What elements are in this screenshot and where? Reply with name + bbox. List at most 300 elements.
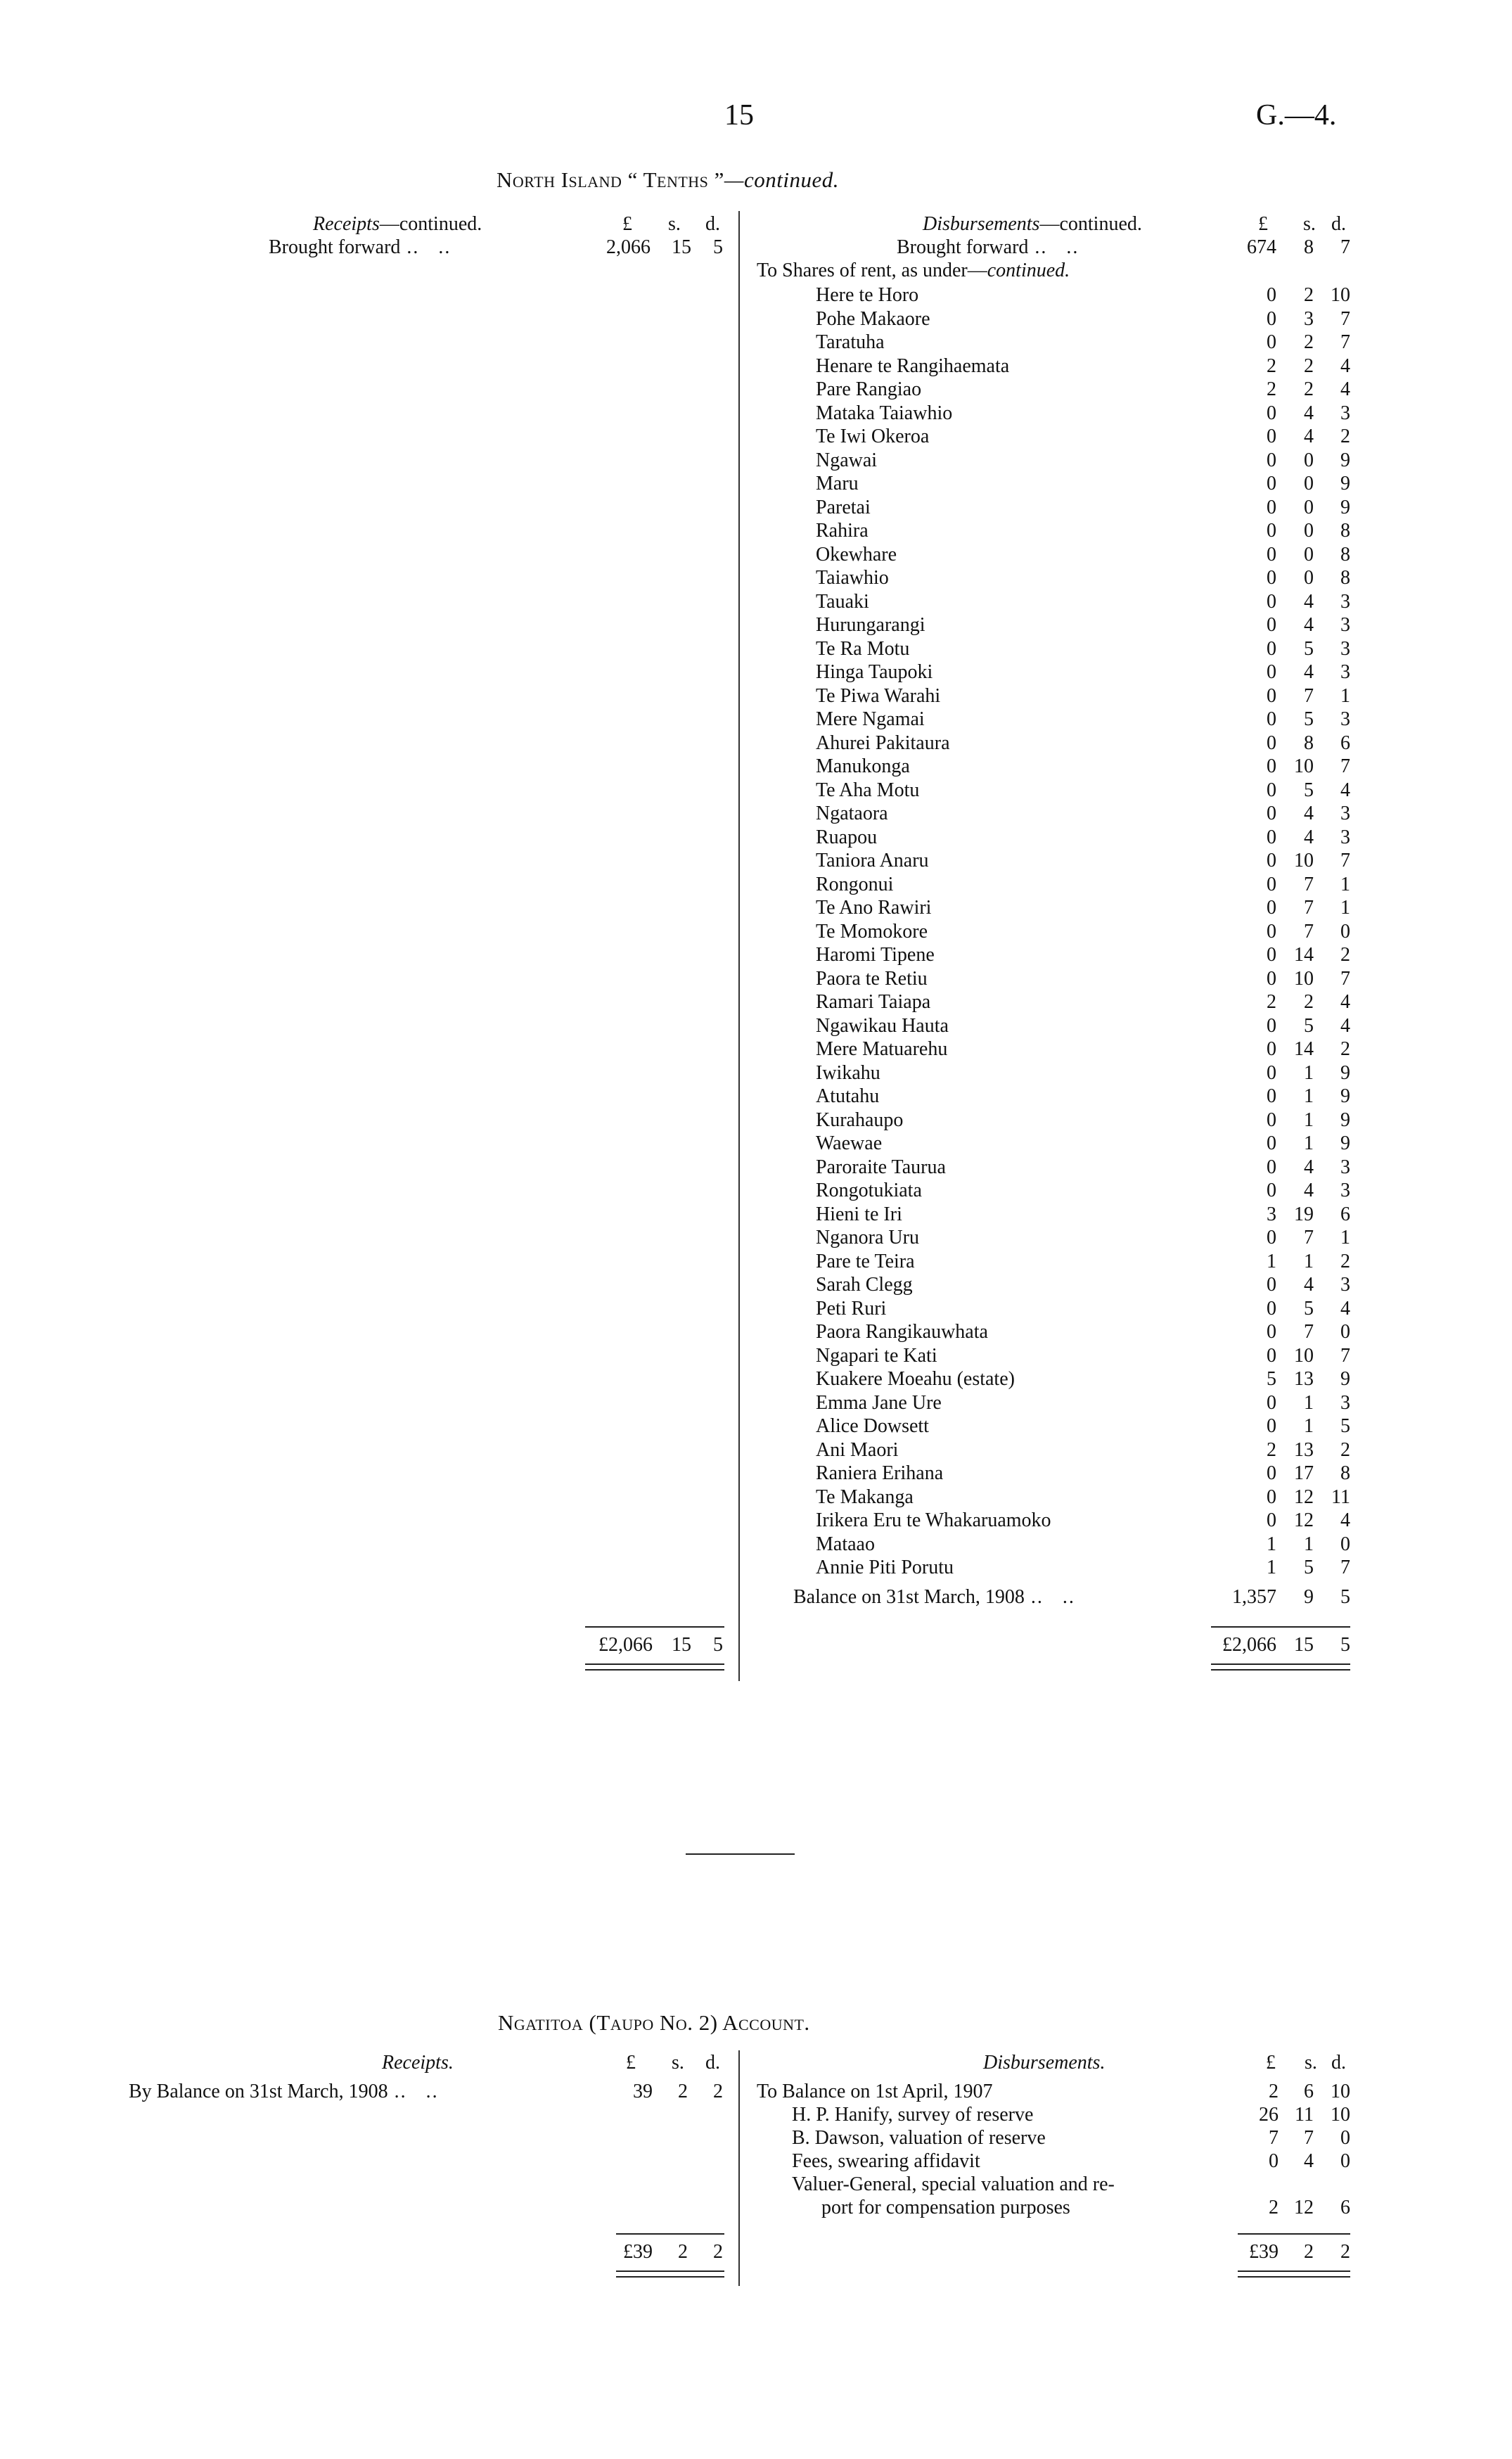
entry-shillings: 14 bbox=[1294, 944, 1314, 966]
receipts-total-shillings: 15 bbox=[672, 1634, 691, 1656]
entry-name: Kurahaupo bbox=[816, 1109, 904, 1131]
entry-name: Mere Ngamai bbox=[816, 708, 925, 730]
ngatitoa-disbursements-pence-symbol: d. bbox=[1331, 2052, 1346, 2074]
entry-pounds: 0 bbox=[1267, 685, 1276, 707]
entry-shillings: 1 bbox=[1304, 1109, 1314, 1131]
entry-shillings: 4 bbox=[1304, 661, 1314, 683]
entry-pounds: 0 bbox=[1267, 449, 1276, 471]
ngatitoa-receipts-balance-label: By Balance on 31st March, 1908 .. .. bbox=[129, 2081, 439, 2102]
entry-shillings: 4 bbox=[1304, 826, 1314, 848]
entry-shillings: 10 bbox=[1294, 755, 1314, 777]
disbursements-brought-forward-pounds: 674 bbox=[1247, 236, 1276, 258]
entry-shillings: 13 bbox=[1294, 1368, 1314, 1390]
entry-pence: 3 bbox=[1340, 614, 1350, 636]
entry-name: Mataka Taiawhio bbox=[816, 402, 953, 424]
entry-pounds: 0 bbox=[1267, 1486, 1276, 1508]
entry-pence: 3 bbox=[1340, 1392, 1350, 1414]
entry-name: Ngawikau Hauta bbox=[816, 1015, 949, 1037]
ngatitoa-receipts-total-pence: 2 bbox=[713, 2241, 723, 2263]
ngatitoa-line-pence: 6 bbox=[1340, 2197, 1350, 2218]
ngatitoa-line-pounds: 2 bbox=[1269, 2197, 1279, 2218]
entry-shillings: 1 bbox=[1304, 1251, 1314, 1272]
ngatitoa-receipts-total-shillings: 2 bbox=[678, 2241, 688, 2263]
ngatitoa-line-pence: 10 bbox=[1331, 2104, 1350, 2126]
entry-name: Henare te Rangihaemata bbox=[816, 355, 1010, 377]
entry-shillings: 7 bbox=[1304, 685, 1314, 707]
entry-pounds: 0 bbox=[1267, 1109, 1276, 1131]
entry-name: Te Piwa Warahi bbox=[816, 685, 941, 707]
entry-pounds: 5 bbox=[1267, 1368, 1276, 1390]
entry-pence: 8 bbox=[1340, 1462, 1350, 1484]
entry-name: Taniora Anaru bbox=[816, 850, 929, 871]
entry-shillings: 1 bbox=[1304, 1533, 1314, 1555]
entry-pence: 0 bbox=[1340, 1321, 1350, 1343]
entry-shillings: 0 bbox=[1304, 473, 1314, 494]
entry-pence: 7 bbox=[1340, 968, 1350, 990]
entry-pence: 1 bbox=[1340, 874, 1350, 895]
entry-shillings: 0 bbox=[1304, 497, 1314, 518]
entry-name: Nganora Uru bbox=[816, 1227, 919, 1248]
entry-name: Te Iwi Okeroa bbox=[816, 426, 930, 447]
entry-pence: 1 bbox=[1340, 1227, 1350, 1248]
ngatitoa-line-pounds: 26 bbox=[1259, 2104, 1279, 2126]
section-title-main: North Island “ Tenths ” bbox=[496, 167, 724, 192]
ngatitoa-receipts-pence-symbol: d. bbox=[705, 2052, 720, 2074]
ngatitoa-line-label: H. P. Hanify, survey of reserve bbox=[792, 2104, 1034, 2126]
entry-pence: 0 bbox=[1340, 921, 1350, 943]
entry-name: Tauaki bbox=[816, 591, 869, 613]
entry-name: Annie Piti Porutu bbox=[816, 1557, 954, 1578]
entry-pence: 4 bbox=[1340, 378, 1350, 400]
entry-shillings: 3 bbox=[1304, 308, 1314, 330]
entry-name: Taiawhio bbox=[816, 567, 889, 589]
entry-pounds: 0 bbox=[1267, 1392, 1276, 1414]
entry-name: Irikera Eru te Whakaruamoko bbox=[816, 1509, 1051, 1531]
entry-pounds: 0 bbox=[1267, 1156, 1276, 1178]
ngatitoa-receipts-balance-shillings: 2 bbox=[678, 2081, 688, 2102]
entry-pounds: 0 bbox=[1267, 1462, 1276, 1484]
ngatitoa-line-shillings: 6 bbox=[1304, 2081, 1314, 2102]
ngatitoa-line-pounds: 2 bbox=[1269, 2081, 1279, 2102]
entry-pence: 7 bbox=[1340, 1557, 1350, 1578]
ngatitoa-receipts-double-rule-a bbox=[616, 2270, 724, 2272]
receipts-brought-forward-shillings: 15 bbox=[672, 236, 691, 258]
entry-name: Te Aha Motu bbox=[816, 779, 920, 801]
section-title-continued: —continued. bbox=[724, 167, 839, 192]
entry-name: Waewae bbox=[816, 1132, 883, 1154]
entry-pounds: 0 bbox=[1267, 544, 1276, 566]
entry-pounds: 0 bbox=[1267, 1038, 1276, 1060]
entry-pounds: 0 bbox=[1267, 708, 1276, 730]
entry-pounds: 3 bbox=[1267, 1203, 1276, 1225]
entry-shillings: 1 bbox=[1304, 1415, 1314, 1437]
receipts-total-pence: 5 bbox=[713, 1634, 723, 1656]
receipts-total-double-rule-a bbox=[585, 1663, 724, 1665]
entry-shillings: 7 bbox=[1304, 1227, 1314, 1248]
entry-pence: 6 bbox=[1340, 1203, 1350, 1225]
ngatitoa-line-label: Fees, swearing affidavit bbox=[792, 2150, 980, 2172]
entry-shillings: 14 bbox=[1294, 1038, 1314, 1060]
entry-pounds: 0 bbox=[1267, 826, 1276, 848]
entry-pence: 3 bbox=[1340, 708, 1350, 730]
ngatitoa-disbursements-total-pounds: £39 bbox=[1249, 2241, 1279, 2263]
entry-pounds: 0 bbox=[1267, 1298, 1276, 1320]
entry-name: Rongotukiata bbox=[816, 1180, 922, 1201]
entry-name: Haromi Tipene bbox=[816, 944, 935, 966]
entry-pence: 3 bbox=[1340, 1274, 1350, 1296]
ngatitoa-line-shillings: 7 bbox=[1304, 2127, 1314, 2149]
entry-name: Paretai bbox=[816, 497, 871, 518]
entry-shillings: 7 bbox=[1304, 921, 1314, 943]
entry-pounds: 1 bbox=[1267, 1251, 1276, 1272]
entry-pounds: 0 bbox=[1267, 1274, 1276, 1296]
disbursements-total-pounds: £2,066 bbox=[1222, 1634, 1276, 1656]
entry-pence: 4 bbox=[1340, 1015, 1350, 1037]
ngatitoa-receipts-shilling-symbol: s. bbox=[672, 2052, 684, 2074]
entry-pounds: 0 bbox=[1267, 520, 1276, 542]
entry-pounds: 0 bbox=[1267, 614, 1276, 636]
entry-pounds: 0 bbox=[1267, 921, 1276, 943]
entry-pence: 9 bbox=[1340, 1109, 1350, 1131]
ngatitoa-receipts-heading: Receipts. bbox=[382, 2052, 454, 2074]
entry-pounds: 0 bbox=[1267, 426, 1276, 447]
entry-pounds: 0 bbox=[1267, 874, 1276, 895]
ngatitoa-disbursements-double-rule-b bbox=[1238, 2276, 1350, 2278]
entry-name: Te Ano Rawiri bbox=[816, 897, 932, 919]
receipts-total-double-rule-b bbox=[585, 1669, 724, 1671]
entry-pounds: 0 bbox=[1267, 1321, 1276, 1343]
ngatitoa-disbursements-double-rule-a bbox=[1238, 2270, 1350, 2272]
entry-name: Hinga Taupoki bbox=[816, 661, 933, 683]
balance-shillings: 9 bbox=[1304, 1586, 1314, 1608]
entry-shillings: 1 bbox=[1304, 1062, 1314, 1084]
entry-pence: 2 bbox=[1340, 1439, 1350, 1461]
entry-shillings: 4 bbox=[1304, 1274, 1314, 1296]
entry-name: Raniera Erihana bbox=[816, 1462, 944, 1484]
shares-of-rent-label: To Shares of rent, as under—continued. bbox=[757, 260, 1070, 281]
entry-shillings: 5 bbox=[1304, 708, 1314, 730]
ngatitoa-line-label: B. Dawson, valuation of reserve bbox=[792, 2127, 1046, 2149]
ngatitoa-receipts-double-rule-b bbox=[616, 2276, 724, 2278]
entry-pounds: 0 bbox=[1267, 591, 1276, 613]
disbursements-total-shillings: 15 bbox=[1294, 1634, 1314, 1656]
ngatitoa-line-shillings: 4 bbox=[1304, 2150, 1314, 2172]
entry-shillings: 7 bbox=[1304, 1321, 1314, 1343]
entry-pounds: 2 bbox=[1267, 355, 1276, 377]
entry-pounds: 2 bbox=[1267, 378, 1276, 400]
entry-pence: 3 bbox=[1340, 803, 1350, 824]
entry-name: Pare Rangiao bbox=[816, 378, 922, 400]
section-title-ngatitoa: Ngatitoa (Taupo No. 2) Account. bbox=[498, 2010, 810, 2035]
receipts-heading: Receipts—continued. bbox=[313, 213, 482, 235]
entry-shillings: 0 bbox=[1304, 520, 1314, 542]
entry-name: Maru bbox=[816, 473, 859, 494]
entry-shillings: 0 bbox=[1304, 567, 1314, 589]
entry-shillings: 10 bbox=[1294, 1345, 1314, 1367]
page-reference: G.—4. bbox=[1256, 99, 1337, 132]
entry-name: Ngapari te Kati bbox=[816, 1345, 937, 1367]
entry-pounds: 0 bbox=[1267, 968, 1276, 990]
entry-pence: 7 bbox=[1340, 331, 1350, 353]
entry-shillings: 19 bbox=[1294, 1203, 1314, 1225]
entry-pence: 7 bbox=[1340, 308, 1350, 330]
entry-pounds: 0 bbox=[1267, 1085, 1276, 1107]
ngatitoa-disbursements-shilling-symbol: s. bbox=[1305, 2052, 1317, 2074]
entry-name: Ruapou bbox=[816, 826, 878, 848]
ngatitoa-disbursements-total-rule bbox=[1238, 2233, 1350, 2235]
entry-shillings: 2 bbox=[1304, 355, 1314, 377]
entry-pence: 2 bbox=[1340, 1251, 1350, 1272]
disbursements-total-pence: 5 bbox=[1340, 1634, 1350, 1656]
entry-name: Atutahu bbox=[816, 1085, 880, 1107]
entry-shillings: 4 bbox=[1304, 1180, 1314, 1201]
entry-pence: 3 bbox=[1340, 591, 1350, 613]
receipts-total-rule bbox=[585, 1626, 724, 1628]
entry-shillings: 5 bbox=[1304, 779, 1314, 801]
entry-pounds: 0 bbox=[1267, 1509, 1276, 1531]
entry-name: Here te Horo bbox=[816, 284, 919, 306]
ngatitoa-column-divider bbox=[738, 2050, 740, 2286]
entry-pounds: 0 bbox=[1267, 497, 1276, 518]
entry-pounds: 0 bbox=[1267, 944, 1276, 966]
entry-pence: 4 bbox=[1340, 1298, 1350, 1320]
entry-name: Mataao bbox=[816, 1533, 875, 1555]
entry-pence: 9 bbox=[1340, 449, 1350, 471]
entry-shillings: 4 bbox=[1304, 426, 1314, 447]
entry-name: Ahurei Pakitaura bbox=[816, 732, 950, 754]
entry-shillings: 2 bbox=[1304, 991, 1314, 1013]
entry-name: Emma Jane Ure bbox=[816, 1392, 942, 1414]
ngatitoa-disbursements-heading: Disbursements. bbox=[983, 2052, 1106, 2074]
page-number: 15 bbox=[724, 99, 754, 132]
ngatitoa-line-pence: 10 bbox=[1331, 2081, 1350, 2102]
receipts-brought-forward-pounds: 2,066 bbox=[606, 236, 651, 258]
disbursements-shilling-symbol: s. bbox=[1303, 213, 1316, 235]
entry-shillings: 12 bbox=[1294, 1509, 1314, 1531]
ngatitoa-line-label: Valuer-General, special valuation and re- bbox=[792, 2173, 1115, 2195]
entry-shillings: 0 bbox=[1304, 544, 1314, 566]
entry-pounds: 2 bbox=[1267, 1439, 1276, 1461]
entry-pence: 4 bbox=[1340, 991, 1350, 1013]
entry-shillings: 5 bbox=[1304, 1557, 1314, 1578]
entry-name: Paroraite Taurua bbox=[816, 1156, 946, 1178]
entry-shillings: 13 bbox=[1294, 1439, 1314, 1461]
disbursements-brought-forward-pence: 7 bbox=[1340, 236, 1350, 258]
entry-pence: 7 bbox=[1340, 755, 1350, 777]
entry-shillings: 8 bbox=[1304, 732, 1314, 754]
entry-pence: 8 bbox=[1340, 520, 1350, 542]
entry-name: Ramari Taiapa bbox=[816, 991, 931, 1013]
entry-name: Iwikahu bbox=[816, 1062, 880, 1084]
entry-name: Ani Maori bbox=[816, 1439, 899, 1461]
entry-shillings: 10 bbox=[1294, 968, 1314, 990]
entry-pence: 4 bbox=[1340, 355, 1350, 377]
entry-name: Pohe Makaore bbox=[816, 308, 930, 330]
entry-pence: 3 bbox=[1340, 402, 1350, 424]
entry-pounds: 0 bbox=[1267, 567, 1276, 589]
receipts-pence-symbol: d. bbox=[705, 213, 720, 235]
ngatitoa-line-pounds: 7 bbox=[1269, 2127, 1279, 2149]
entry-shillings: 1 bbox=[1304, 1132, 1314, 1154]
entry-name: Ngataora bbox=[816, 803, 888, 824]
entry-pence: 7 bbox=[1340, 850, 1350, 871]
entry-pence: 2 bbox=[1340, 1038, 1350, 1060]
entry-name: Ngawai bbox=[816, 449, 878, 471]
balance-label: Balance on 31st March, 1908 .. .. bbox=[793, 1586, 1075, 1608]
ngatitoa-line-label: To Balance on 1st April, 1907 bbox=[757, 2081, 993, 2102]
entry-shillings: 0 bbox=[1304, 449, 1314, 471]
section-title-north-island bbox=[496, 167, 839, 193]
entry-pounds: 0 bbox=[1267, 755, 1276, 777]
entry-pounds: 1 bbox=[1267, 1557, 1276, 1578]
entry-pence: 1 bbox=[1340, 897, 1350, 919]
entry-shillings: 4 bbox=[1304, 1156, 1314, 1178]
ngatitoa-line-label: port for compensation purposes bbox=[821, 2197, 1070, 2218]
entry-name: Te Momokore bbox=[816, 921, 928, 943]
entry-pence: 6 bbox=[1340, 732, 1350, 754]
disbursements-brought-forward-label: Brought forward .. .. bbox=[897, 236, 1079, 258]
entry-shillings: 4 bbox=[1304, 402, 1314, 424]
ngatitoa-receipts-balance-pence: 2 bbox=[713, 2081, 723, 2102]
entry-shillings: 1 bbox=[1304, 1085, 1314, 1107]
entry-pence: 8 bbox=[1340, 544, 1350, 566]
ngatitoa-disbursements-total-pence: 2 bbox=[1340, 2241, 1350, 2263]
entry-pence: 9 bbox=[1340, 1062, 1350, 1084]
entry-pounds: 0 bbox=[1267, 402, 1276, 424]
entry-shillings: 2 bbox=[1304, 331, 1314, 353]
entry-pounds: 0 bbox=[1267, 308, 1276, 330]
disbursements-total-double-rule-a bbox=[1211, 1663, 1350, 1665]
entry-pence: 3 bbox=[1340, 1156, 1350, 1178]
entry-name: Te Ra Motu bbox=[816, 638, 910, 660]
entry-pounds: 0 bbox=[1267, 638, 1276, 660]
entry-pounds: 0 bbox=[1267, 284, 1276, 306]
entry-name: Okewhare bbox=[816, 544, 897, 566]
entry-pounds: 0 bbox=[1267, 1345, 1276, 1367]
entry-pence: 9 bbox=[1340, 497, 1350, 518]
ngatitoa-disbursements-total-shillings: 2 bbox=[1304, 2241, 1314, 2263]
entry-pounds: 0 bbox=[1267, 1180, 1276, 1201]
ngatitoa-line-pence: 0 bbox=[1340, 2150, 1350, 2172]
entry-pence: 7 bbox=[1340, 1345, 1350, 1367]
entry-shillings: 2 bbox=[1304, 284, 1314, 306]
entry-shillings: 4 bbox=[1304, 803, 1314, 824]
entry-shillings: 7 bbox=[1304, 874, 1314, 895]
column-divider bbox=[738, 211, 740, 1681]
entry-name: Peti Ruri bbox=[816, 1298, 887, 1320]
balance-pounds: 1,357 bbox=[1232, 1586, 1276, 1608]
entry-pounds: 0 bbox=[1267, 661, 1276, 683]
entry-pounds: 0 bbox=[1267, 803, 1276, 824]
receipts-shilling-symbol: s. bbox=[668, 213, 681, 235]
entry-pence: 2 bbox=[1340, 426, 1350, 447]
entry-shillings: 17 bbox=[1294, 1462, 1314, 1484]
entry-name: Sarah Clegg bbox=[816, 1274, 913, 1296]
receipts-pound-symbol: £ bbox=[622, 213, 632, 235]
entry-pence: 3 bbox=[1340, 638, 1350, 660]
entry-pounds: 0 bbox=[1267, 1132, 1276, 1154]
entry-pounds: 0 bbox=[1267, 473, 1276, 494]
entry-pence: 11 bbox=[1331, 1486, 1350, 1508]
entry-pence: 9 bbox=[1340, 1368, 1350, 1390]
ngatitoa-receipts-pound-symbol: £ bbox=[626, 2052, 636, 2074]
ngatitoa-line-shillings: 11 bbox=[1295, 2104, 1314, 2126]
entry-pence: 0 bbox=[1340, 1533, 1350, 1555]
entry-name: Hurungarangi bbox=[816, 614, 925, 636]
disbursements-total-double-rule-b bbox=[1211, 1669, 1350, 1671]
entry-shillings: 4 bbox=[1304, 614, 1314, 636]
receipts-brought-forward-label: Brought forward .. .. bbox=[269, 236, 451, 258]
entry-pence: 5 bbox=[1340, 1415, 1350, 1437]
entry-pounds: 0 bbox=[1267, 779, 1276, 801]
entry-pence: 8 bbox=[1340, 567, 1350, 589]
entry-pounds: 0 bbox=[1267, 1415, 1276, 1437]
entry-shillings: 12 bbox=[1294, 1486, 1314, 1508]
ngatitoa-line-pounds: 0 bbox=[1269, 2150, 1279, 2172]
ngatitoa-disbursements-pound-symbol: £ bbox=[1266, 2052, 1276, 2074]
entry-pence: 4 bbox=[1340, 1509, 1350, 1531]
entry-pounds: 0 bbox=[1267, 850, 1276, 871]
ngatitoa-receipts-total-rule bbox=[616, 2233, 724, 2235]
entry-shillings: 7 bbox=[1304, 897, 1314, 919]
entry-name: Rahira bbox=[816, 520, 869, 542]
entry-pounds: 1 bbox=[1267, 1533, 1276, 1555]
entry-pounds: 0 bbox=[1267, 1227, 1276, 1248]
entry-pounds: 0 bbox=[1267, 1015, 1276, 1037]
balance-pence: 5 bbox=[1340, 1586, 1350, 1608]
entry-shillings: 5 bbox=[1304, 1298, 1314, 1320]
entry-pence: 3 bbox=[1340, 826, 1350, 848]
entry-pounds: 0 bbox=[1267, 732, 1276, 754]
entry-name: Paora te Retiu bbox=[816, 968, 928, 990]
entry-name: Hieni te Iri bbox=[816, 1203, 902, 1225]
entry-pence: 9 bbox=[1340, 1132, 1350, 1154]
entry-name: Alice Dowsett bbox=[816, 1415, 929, 1437]
entry-shillings: 5 bbox=[1304, 1015, 1314, 1037]
ngatitoa-receipts-total-pounds: £39 bbox=[623, 2241, 653, 2263]
entry-name: Manukonga bbox=[816, 755, 910, 777]
ngatitoa-line-shillings: 12 bbox=[1294, 2197, 1314, 2218]
entry-pounds: 0 bbox=[1267, 331, 1276, 353]
entry-name: Rongonui bbox=[816, 874, 894, 895]
receipts-brought-forward-pence: 5 bbox=[713, 236, 723, 258]
entry-pence: 3 bbox=[1340, 1180, 1350, 1201]
entry-pence: 1 bbox=[1340, 685, 1350, 707]
section-separator-rule bbox=[686, 1853, 795, 1855]
receipts-total-pounds: £2,066 bbox=[598, 1634, 653, 1656]
entry-pounds: 2 bbox=[1267, 991, 1276, 1013]
entry-name: Kuakere Moeahu (estate) bbox=[816, 1368, 1015, 1390]
entry-pounds: 0 bbox=[1267, 897, 1276, 919]
disbursements-pound-symbol: £ bbox=[1258, 213, 1268, 235]
entry-name: Te Makanga bbox=[816, 1486, 914, 1508]
entry-name: Mere Matuarehu bbox=[816, 1038, 948, 1060]
entry-name: Paora Rangikauwhata bbox=[816, 1321, 988, 1343]
entry-shillings: 10 bbox=[1294, 850, 1314, 871]
entry-pence: 10 bbox=[1331, 284, 1350, 306]
entry-pence: 3 bbox=[1340, 661, 1350, 683]
entry-shillings: 2 bbox=[1304, 378, 1314, 400]
ngatitoa-line-pence: 0 bbox=[1340, 2127, 1350, 2149]
entry-shillings: 1 bbox=[1304, 1392, 1314, 1414]
entry-pence: 9 bbox=[1340, 473, 1350, 494]
entry-pence: 2 bbox=[1340, 944, 1350, 966]
disbursements-total-rule bbox=[1211, 1626, 1350, 1628]
entry-name: Taratuha bbox=[816, 331, 885, 353]
entry-pounds: 0 bbox=[1267, 1062, 1276, 1084]
ngatitoa-receipts-balance-pounds: 39 bbox=[633, 2081, 653, 2102]
entry-pence: 4 bbox=[1340, 779, 1350, 801]
